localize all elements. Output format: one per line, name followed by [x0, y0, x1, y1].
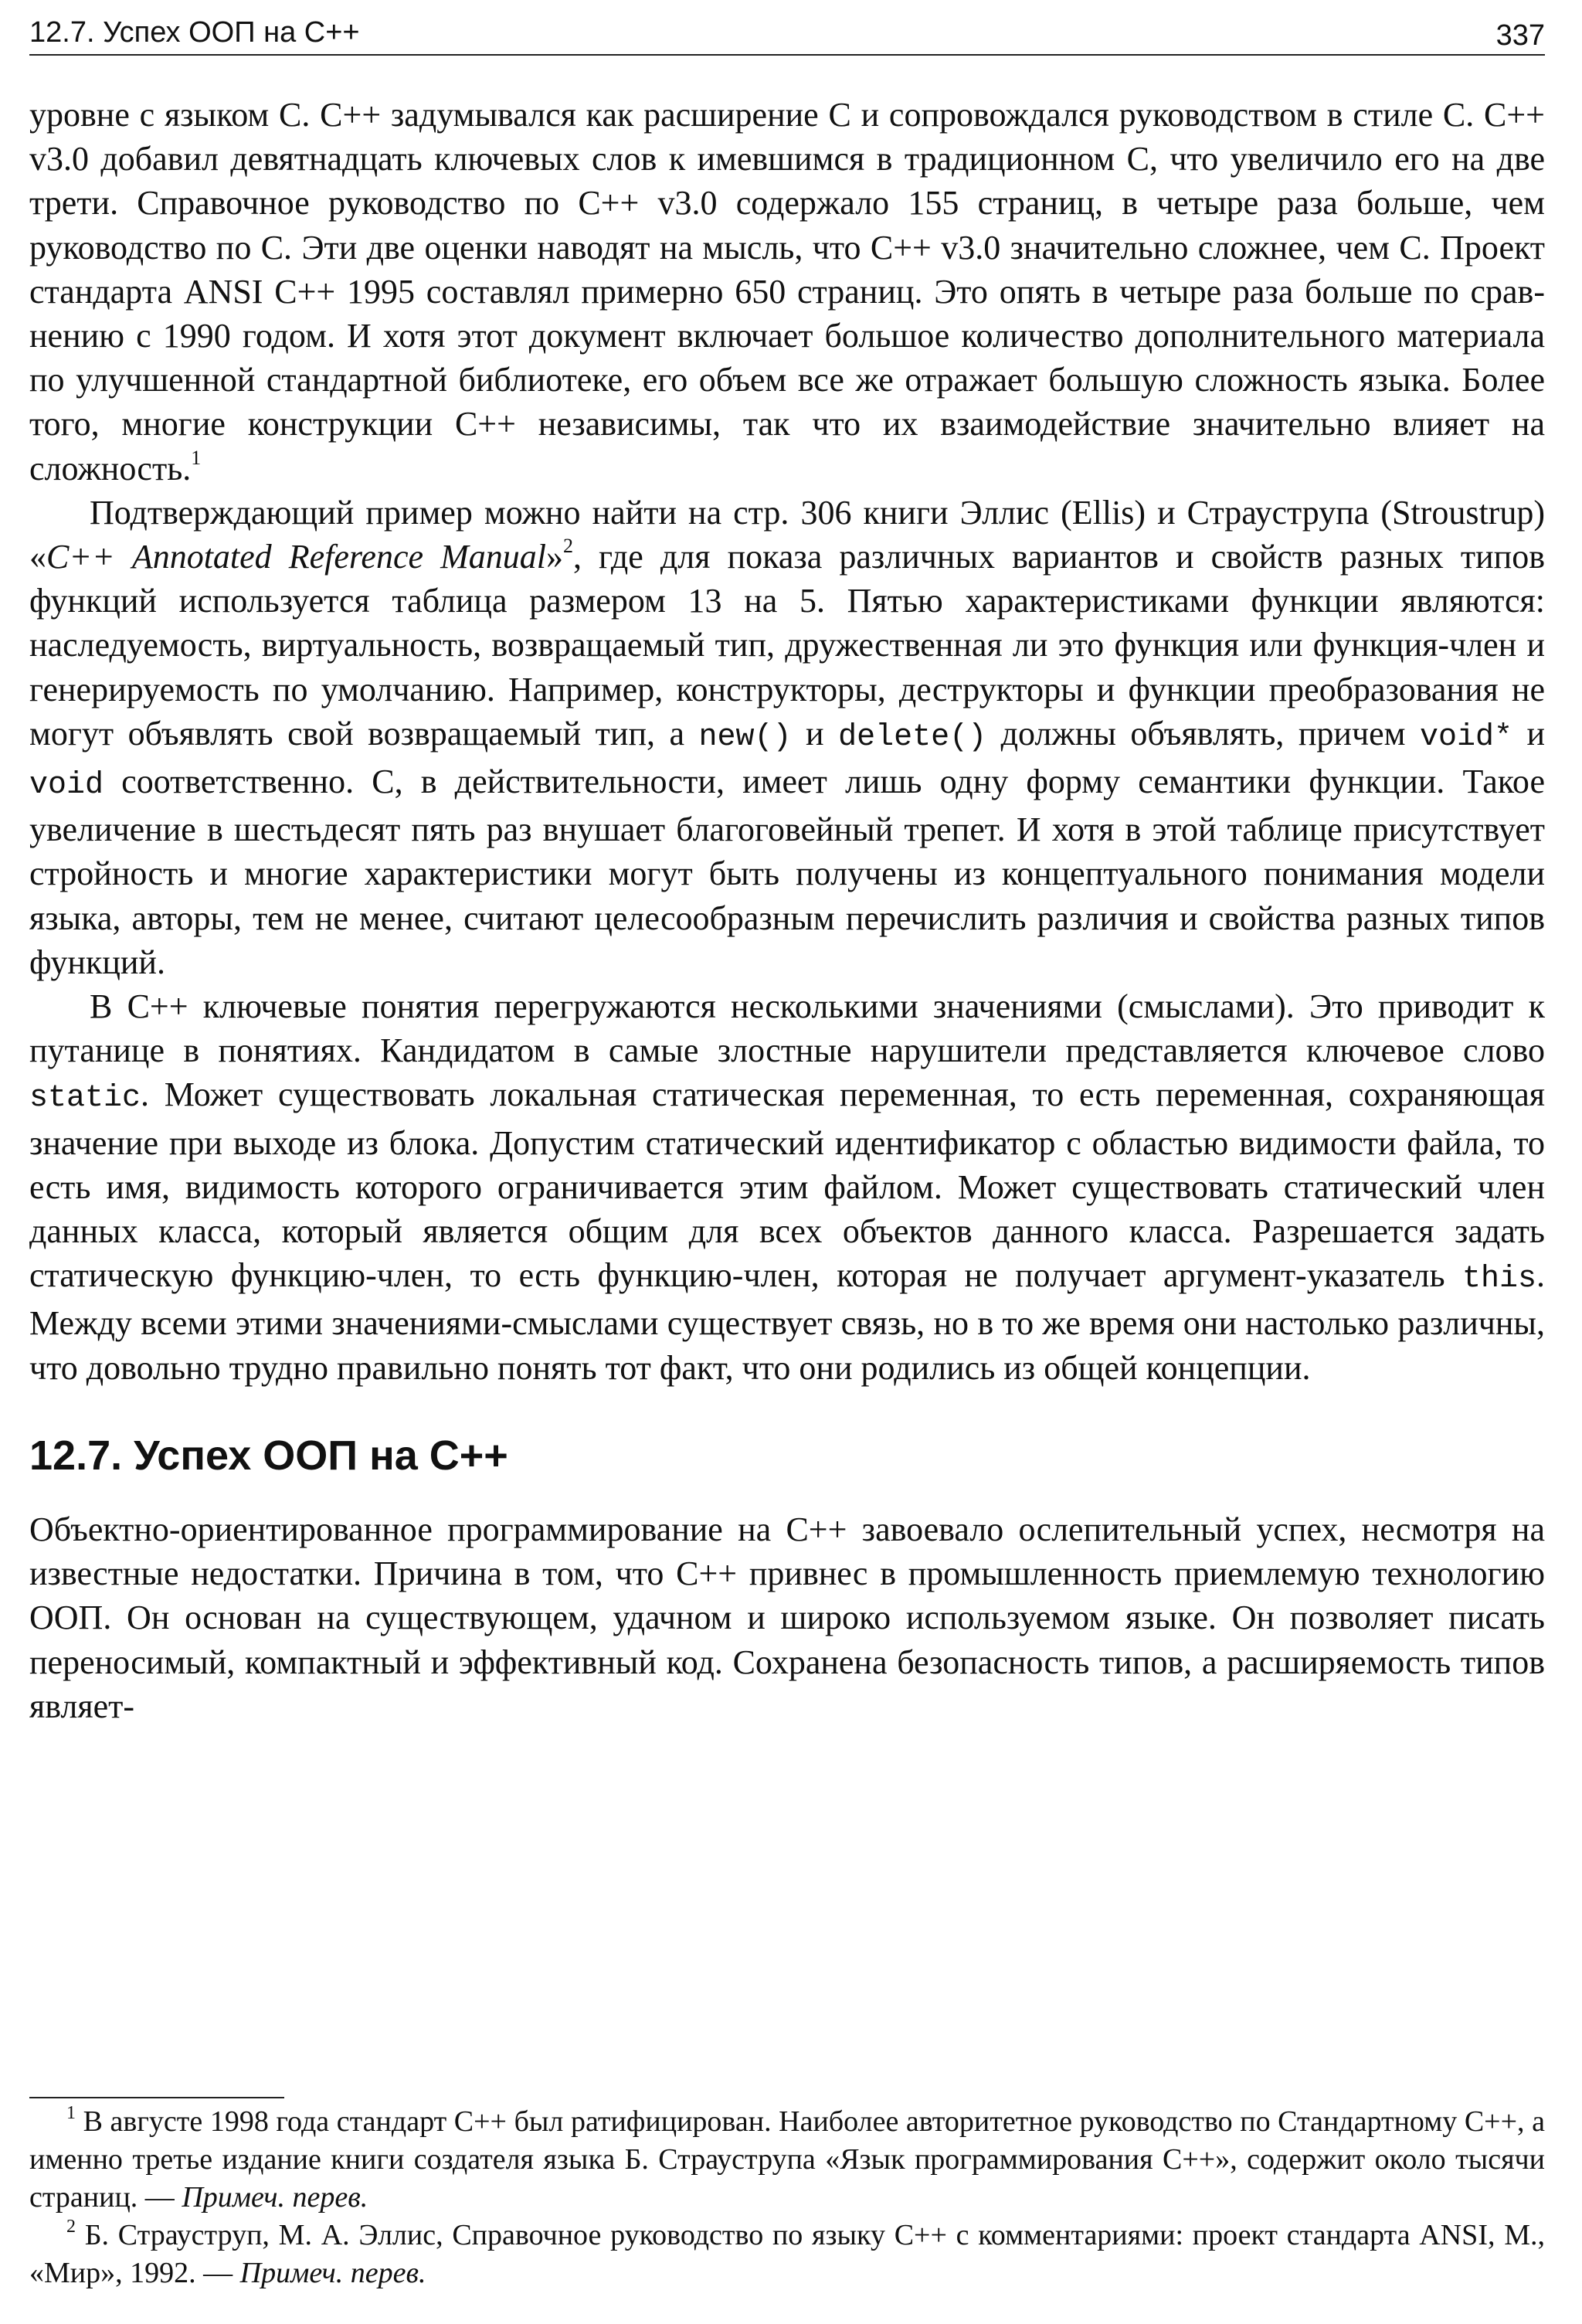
book-title: С++ Annotated Reference Manual — [46, 538, 546, 576]
footnote-ref-1: 1 — [191, 446, 202, 469]
footnote-2-note: Примеч. перев. — [239, 2257, 426, 2289]
code-void-pointer: void* — [1419, 719, 1512, 755]
code-static: static — [29, 1081, 141, 1116]
footnote-2-mark: 2 — [66, 2217, 76, 2237]
running-header-title: 12.7. Успех ООП на С++ — [29, 16, 360, 49]
page-number: 337 — [1495, 19, 1545, 52]
footnote-2: $^2$ Б. Страуструп, М. А. Эллис, Справочное руководство по языку С++ с комментариями: проект стандарта ANSI, М., «Мир», 1992. — Примеч. перев. — [29, 2217, 1545, 2289]
footnotes — [29, 2103, 1545, 2292]
paragraph-1: уровне с языком С. С++ задумывался как расширение С и сопровождался руководством в стиле С. С++ v3.0 добавил девятнадцать ключевых слов к имевшимся в традиционном С, что увеличило его на две трети. Справочное руководство по С++ v3.0 содержало 155 страниц, в четыре раза больше, чем руководство по С. Эти две оценки наводят на мысль, что С++ v3.0 значительно сложнее, чем С. Проект стандарта ANSI С++ 1995 составлял примерно 650 страниц. Это опять в четыре раза больше по сравнению с 1990 годом. И хотя этот документ включает большое количество дополнительного материала по улучшенной стандартной библиотеке, его объем все же отражает большую сложность языка. Более того, многие конструкции С++ независимы, так что их взаимодействие значительно влияет на сложность.$^1$ — [29, 96, 1545, 488]
section-paragraph-1: Объектно-ориентированное программирование на С++ завоевало ослепительный успех, несмотря на известные недостатки. Причина в том, что С++ привнес в промышленность приемлемую технологию ООП. Он основан на существующем, удачном и широко используемом языке. Он позволяет писать переносимый, компактный и эффективный код. Сохранена безопасность типов, а расширяемость типов являет- — [29, 1510, 1545, 1725]
code-delete: delete() — [838, 719, 987, 755]
code-new: new() — [698, 719, 792, 755]
code-this: this — [1461, 1262, 1536, 1297]
footnote-ref-2: 2 — [562, 535, 573, 558]
paragraph-3: В С++ ключевые понятия перегружаются несколькими значениями (смыслами). Это приводит к путанице в понятиях. Кандидатом в самые злостные нарушители представляется ключевое слово static. Может существовать локальная статическая переменная, то есть переменная, сохраняющая значение при выходе из блока. Допустим статический идентификатор с областью видимости файла, то есть имя, видимость которого ограничивается этим файлом. Может существовать статический член данных класса, который является общим для всех объектов данного класса. Разрешается задать статическую функцию-член, то есть функцию-член, которая не получает аргумент-указатель this. Между всеми этими значениями-смыслами существует связь, но в то же время они настолько различны, что довольно трудно правильно понять тот факт, что они родились из общей концепции. — [29, 987, 1545, 1387]
main-text — [29, 93, 1545, 1728]
footnote-divider — [29, 2097, 284, 2098]
code-void: void — [29, 768, 104, 804]
paragraph-2: Подтверждающий пример можно найти на стр. 306 книги Эллис (Ellis) и Страуструпа (Stroustrup) «С++ Annotated Reference Manual»$^2$, где для показа различных вариантов и свойств разных типов функций используется таблица размером 13 на 5. Пятью характеристиками функции являются: наследуемость, виртуальность, возвращаемый тип, дружественная ли это функция или функция-член и генерируемость по умолчанию. Например, конструкторы, деструкторы и функции преобразования не могут объявлять свой возвращаемый тип, а new() и delete() должны объявлять, причем void* и void соответственно. С, в действительности, имеет лишь одну форму семантики функции. Такое увеличение в шестьдесят пять раз внушает благоговейный трепет. И хотя в этой таблице присутствует стройность и многие характеристики могут быть получены из концептуального понимания модели языка, авторы, тем не менее, считают целесообразным перечислить различия и свойства разных типов функций. — [29, 493, 1546, 981]
running-header — [29, 8, 1545, 56]
footnote-1-note: Примеч. перев. — [182, 2181, 368, 2214]
footnote-1-mark: 1 — [66, 2103, 76, 2123]
footnote-1: $^1$ В августе 1998 года стандарт С++ был ратифицирован. Наиболее авторитетное руководство по Стандартному С++, а именно третье издание книги создателя языка Б. Страуструпа «Язык программирования С++», содержит около тысячи страниц. — Примеч. перев. — [29, 2103, 1545, 2214]
section-heading: 12.7. Успех ООП на С++ — [29, 1432, 508, 1479]
